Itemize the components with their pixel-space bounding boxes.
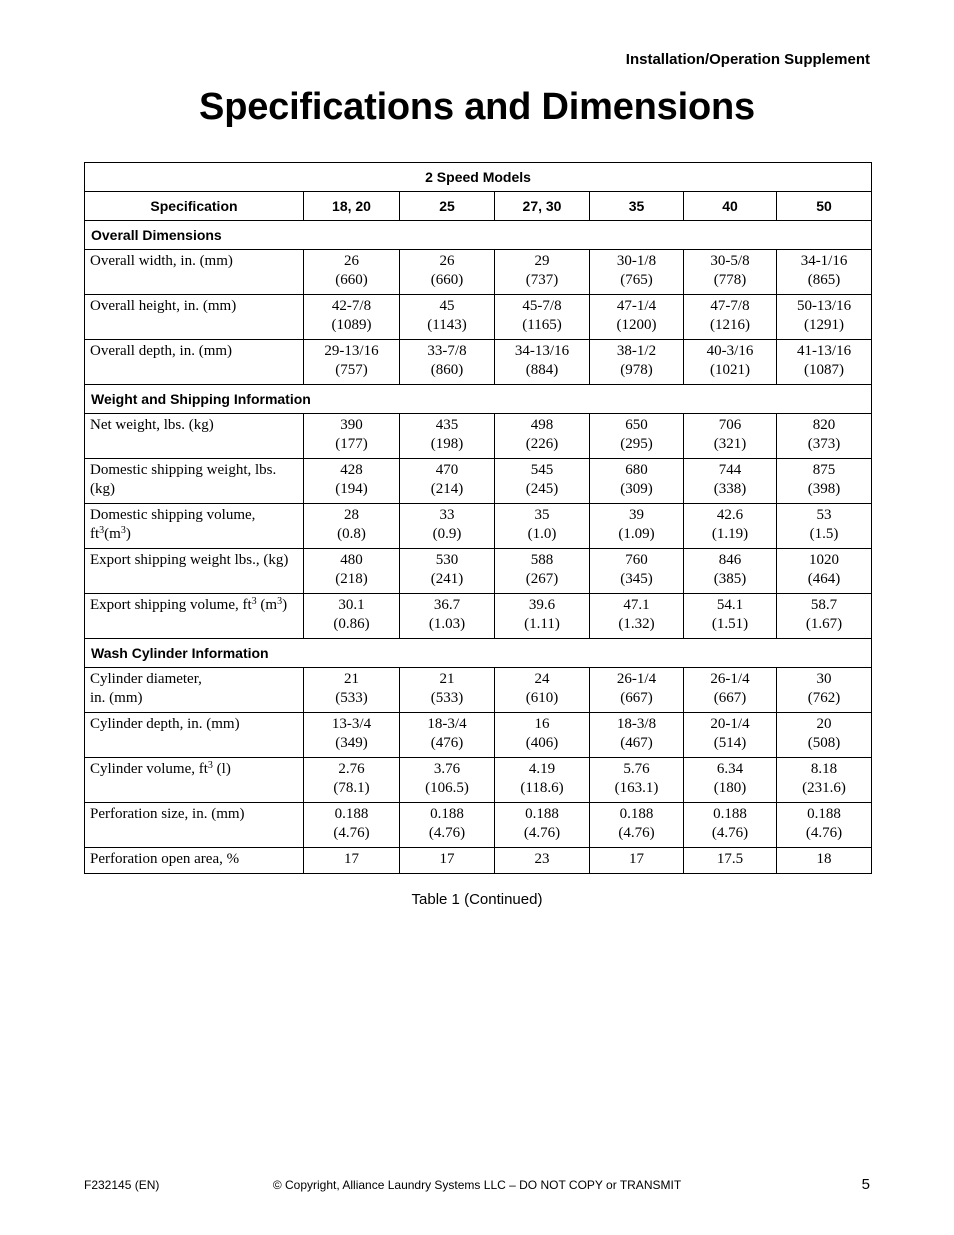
value-primary: 3.76 <box>433 761 461 777</box>
value-cell <box>304 848 400 874</box>
value-cell <box>684 803 777 848</box>
value-metric: (214) <box>430 481 464 497</box>
value-primary: 650 <box>625 417 648 433</box>
value-cell <box>684 504 777 549</box>
value-cell <box>777 295 872 340</box>
value-cell <box>400 668 495 713</box>
value-metric: (4.76) <box>523 825 561 841</box>
value-primary: 17 <box>439 851 455 867</box>
value-cell <box>400 459 495 504</box>
table-row <box>85 295 872 340</box>
page-number: 5 <box>861 1176 870 1193</box>
value-metric: (1.5) <box>809 526 839 542</box>
value-primary: 530 <box>435 552 459 568</box>
table-row <box>85 803 872 848</box>
row-label-text: ) <box>125 526 131 542</box>
value-metric: (1291) <box>804 317 845 333</box>
column-header-model: 27, 30 <box>495 192 590 221</box>
value-primary: 706 <box>718 417 742 433</box>
value-primary: 54.1 <box>716 597 744 613</box>
section-header-row <box>85 639 872 668</box>
value-cell <box>777 803 872 848</box>
row-label: Overall depth, in. (mm) <box>85 340 304 385</box>
value-primary: 16 <box>534 716 550 732</box>
value-cell <box>304 295 400 340</box>
value-metric: (1.51) <box>711 616 749 632</box>
value-metric: (177) <box>335 436 368 452</box>
value-metric: (1.67) <box>805 616 843 632</box>
value-cell <box>684 848 777 874</box>
value-primary: 820 <box>812 417 836 433</box>
value-primary: 5.76 <box>623 761 650 777</box>
value-cell <box>495 803 590 848</box>
value-metric: (106.5) <box>425 780 469 796</box>
value-primary: 47-1/4 <box>616 298 657 314</box>
value-cell <box>400 848 495 874</box>
row-label-text: Export shipping volume, ft <box>90 597 252 613</box>
value-metric: (349) <box>335 735 368 751</box>
value-cell <box>590 250 684 295</box>
value-metric: (1.09) <box>618 526 655 542</box>
value-metric: (464) <box>807 571 841 587</box>
value-metric: (78.1) <box>333 780 370 796</box>
value-metric: (467) <box>620 735 653 751</box>
value-cell <box>400 549 495 594</box>
value-metric: (660) <box>430 272 464 288</box>
value-metric: (667) <box>620 690 653 706</box>
value-cell <box>590 414 684 459</box>
value-primary: 26 <box>439 253 455 269</box>
value-primary: 18-3/8 <box>616 716 657 732</box>
value-primary: 846 <box>718 552 742 568</box>
value-cell <box>684 295 777 340</box>
specifications-table <box>84 162 872 874</box>
column-header-row <box>85 192 872 221</box>
row-label: Perforation size, in. (mm) <box>85 803 304 848</box>
value-primary: 13-3/4 <box>331 716 372 732</box>
value-primary: 0.188 <box>334 806 369 822</box>
value-primary: 1020 <box>809 552 840 568</box>
value-metric: (218) <box>335 571 368 587</box>
value-metric: (4.76) <box>428 825 466 841</box>
value-metric: (267) <box>525 571 559 587</box>
section-header-row <box>85 221 872 250</box>
row-label-line: in. (mm) <box>90 690 143 706</box>
value-primary: 21 <box>439 671 455 687</box>
value-primary: 45 <box>439 298 455 314</box>
value-cell <box>684 594 777 639</box>
value-cell <box>495 340 590 385</box>
footer-copyright: © Copyright, Alliance Laundry Systems LLC – DO NOT COPY or TRANSMIT <box>272 1178 682 1192</box>
row-label <box>85 668 304 713</box>
table-row <box>85 668 872 713</box>
value-cell <box>400 295 495 340</box>
value-metric: (245) <box>525 481 559 497</box>
value-primary: 45-7/8 <box>522 298 562 314</box>
value-primary: 390 <box>340 417 363 433</box>
value-primary: 18-3/4 <box>427 716 467 732</box>
value-primary: 36.7 <box>433 597 461 613</box>
value-primary: 39.6 <box>528 597 556 613</box>
value-metric: (762) <box>807 690 841 706</box>
table-row <box>85 250 872 295</box>
value-primary: 35 <box>534 507 550 523</box>
value-primary: 0.188 <box>807 806 841 822</box>
column-header-model: 50 <box>777 192 872 221</box>
value-cell <box>400 250 495 295</box>
value-cell <box>304 340 400 385</box>
specifications-table-body <box>85 163 872 874</box>
value-primary: 428 <box>340 462 363 478</box>
value-metric: (180) <box>713 780 747 796</box>
value-cell <box>304 713 400 758</box>
value-metric: (0.86) <box>333 616 370 632</box>
value-primary: 17 <box>629 851 644 867</box>
value-primary: 21 <box>344 671 359 687</box>
row-label-text: ) <box>282 597 288 613</box>
value-primary: 498 <box>530 417 554 433</box>
table-row <box>85 414 872 459</box>
value-metric: (778) <box>713 272 747 288</box>
value-metric: (309) <box>620 481 653 497</box>
value-metric: (1.19) <box>711 526 749 542</box>
value-primary: 34-1/16 <box>800 253 848 269</box>
value-primary: 8.18 <box>810 761 838 777</box>
value-metric: (198) <box>430 436 464 452</box>
value-primary: 30 <box>816 671 832 687</box>
value-primary: 47-7/8 <box>710 298 750 314</box>
row-label: Cylinder depth, in. (mm) <box>85 713 304 758</box>
value-cell <box>304 459 400 504</box>
row-label <box>85 758 304 803</box>
value-primary: 744 <box>718 462 742 478</box>
value-cell <box>590 295 684 340</box>
value-metric: (765) <box>620 272 653 288</box>
table-row <box>85 459 872 504</box>
value-metric: (338) <box>713 481 747 497</box>
row-label: Overall width, in. (mm) <box>85 250 304 295</box>
value-cell <box>304 549 400 594</box>
value-cell <box>495 594 590 639</box>
value-primary: 23 <box>534 851 550 867</box>
value-primary: 20 <box>816 716 832 732</box>
value-cell <box>777 594 872 639</box>
value-primary: 24 <box>534 671 550 687</box>
value-primary: 30-1/8 <box>616 253 657 269</box>
value-primary: 53 <box>816 507 832 523</box>
row-label-text: (m <box>256 597 278 613</box>
value-cell <box>304 803 400 848</box>
value-primary: 42.6 <box>716 507 744 523</box>
value-metric: (737) <box>525 272 559 288</box>
value-metric: (1087) <box>804 362 845 378</box>
value-primary: 875 <box>812 462 836 478</box>
column-header-specification: Specification <box>85 192 304 221</box>
value-metric: (610) <box>525 690 559 706</box>
value-metric: (476) <box>430 735 464 751</box>
value-metric: (1.03) <box>428 616 466 632</box>
value-cell <box>684 549 777 594</box>
row-label-text: (l) <box>212 761 231 777</box>
value-cell <box>495 758 590 803</box>
value-cell <box>400 414 495 459</box>
table-caption: Table 1 (Continued) <box>411 891 543 908</box>
page-title: Specifications and Dimensions <box>199 86 755 128</box>
footer-document-id: F232145 (EN) <box>84 1178 160 1192</box>
value-cell <box>495 459 590 504</box>
value-cell <box>495 549 590 594</box>
row-label-line: Cylinder diameter, <box>90 671 202 687</box>
row-label-text: (m <box>104 526 121 542</box>
row-label: Export shipping weight lbs., (kg) <box>85 549 304 594</box>
section-title: Weight and Shipping Information <box>85 385 872 414</box>
value-cell <box>684 758 777 803</box>
value-metric: (514) <box>713 735 747 751</box>
value-primary: 17.5 <box>716 851 744 867</box>
table-row <box>85 713 872 758</box>
value-cell <box>777 504 872 549</box>
value-primary: 0.188 <box>619 806 654 822</box>
value-metric: (1.32) <box>618 616 655 632</box>
value-metric: (406) <box>525 735 559 751</box>
value-cell <box>684 668 777 713</box>
value-metric: (757) <box>335 362 368 378</box>
value-metric: (860) <box>430 362 464 378</box>
superscript: 3 <box>251 596 257 607</box>
value-cell <box>304 414 400 459</box>
value-cell <box>495 250 590 295</box>
value-cell <box>777 549 872 594</box>
value-cell <box>590 758 684 803</box>
value-metric: (295) <box>620 436 653 452</box>
value-primary: 480 <box>340 552 363 568</box>
value-cell <box>495 848 590 874</box>
value-primary: 47.1 <box>623 597 650 613</box>
value-cell <box>590 340 684 385</box>
group-header-row <box>85 163 872 192</box>
value-cell <box>684 713 777 758</box>
value-metric: (1021) <box>710 362 750 378</box>
value-cell <box>590 668 684 713</box>
value-metric: (660) <box>335 272 368 288</box>
value-cell <box>400 504 495 549</box>
value-cell <box>777 340 872 385</box>
value-primary: 760 <box>625 552 648 568</box>
value-cell <box>590 459 684 504</box>
value-metric: (1216) <box>710 317 750 333</box>
value-primary: 28 <box>344 507 359 523</box>
value-cell <box>777 848 872 874</box>
value-metric: (1.0) <box>527 526 557 542</box>
value-primary: 6.34 <box>716 761 744 777</box>
value-cell <box>495 713 590 758</box>
section-title: Overall Dimensions <box>85 221 872 250</box>
value-cell <box>684 250 777 295</box>
value-primary: 33-7/8 <box>427 343 467 359</box>
value-cell <box>684 340 777 385</box>
value-metric: (0.8) <box>337 526 366 542</box>
value-primary: 30-5/8 <box>710 253 750 269</box>
value-cell <box>590 504 684 549</box>
value-primary: 58.7 <box>810 597 838 613</box>
value-cell <box>590 594 684 639</box>
value-primary: 30.1 <box>338 597 365 613</box>
value-metric: (1143) <box>427 317 467 333</box>
value-primary: 41-13/16 <box>796 343 852 359</box>
value-metric: (194) <box>335 481 368 497</box>
value-primary: 40-3/16 <box>706 343 754 359</box>
row-label <box>85 594 304 639</box>
value-cell <box>400 758 495 803</box>
value-metric: (385) <box>713 571 747 587</box>
value-cell <box>777 250 872 295</box>
value-cell <box>495 295 590 340</box>
value-metric: (373) <box>807 436 841 452</box>
table-row <box>85 340 872 385</box>
value-metric: (1.11) <box>524 616 560 632</box>
value-metric: (4.76) <box>711 825 749 841</box>
value-cell <box>590 713 684 758</box>
value-primary: 435 <box>435 417 459 433</box>
value-primary: 18 <box>816 851 832 867</box>
row-label <box>85 504 304 549</box>
value-cell <box>304 250 400 295</box>
value-cell <box>400 594 495 639</box>
value-metric: (978) <box>620 362 653 378</box>
value-primary: 29-13/16 <box>324 343 379 359</box>
value-primary: 0.188 <box>430 806 464 822</box>
value-primary: 680 <box>625 462 648 478</box>
value-primary: 26-1/4 <box>710 671 750 687</box>
column-header-model: 18, 20 <box>304 192 400 221</box>
value-cell <box>590 848 684 874</box>
value-metric: (4.76) <box>805 825 843 841</box>
value-metric: (508) <box>807 735 841 751</box>
value-cell <box>495 504 590 549</box>
value-primary: 2.76 <box>338 761 365 777</box>
table-row <box>85 594 872 639</box>
value-primary: 29 <box>534 253 550 269</box>
superscript: 3 <box>120 525 126 536</box>
value-cell <box>684 414 777 459</box>
value-cell <box>304 504 400 549</box>
table-row <box>85 848 872 874</box>
value-cell <box>304 594 400 639</box>
value-cell <box>777 668 872 713</box>
superscript: 3 <box>207 760 213 771</box>
value-cell <box>590 549 684 594</box>
value-metric: (321) <box>713 436 747 452</box>
row-label: Perforation open area, % <box>85 848 304 874</box>
row-label: Overall height, in. (mm) <box>85 295 304 340</box>
column-header-model: 40 <box>684 192 777 221</box>
value-metric: (865) <box>807 272 841 288</box>
value-cell <box>777 758 872 803</box>
row-label: Net weight, lbs. (kg) <box>85 414 304 459</box>
value-primary: 0.188 <box>525 806 559 822</box>
value-metric: (533) <box>335 690 368 706</box>
value-cell <box>777 713 872 758</box>
value-cell <box>590 803 684 848</box>
value-cell <box>304 758 400 803</box>
value-primary: 0.188 <box>713 806 747 822</box>
value-metric: (118.6) <box>520 780 564 796</box>
value-metric: (884) <box>525 362 559 378</box>
value-metric: (1089) <box>331 317 372 333</box>
value-cell <box>777 459 872 504</box>
group-header: 2 Speed Models <box>85 163 872 192</box>
value-metric: (345) <box>620 571 653 587</box>
value-primary: 39 <box>629 507 644 523</box>
table-row <box>85 549 872 594</box>
value-primary: 4.19 <box>528 761 556 777</box>
superscript: 3 <box>99 525 105 536</box>
column-header-model: 35 <box>590 192 684 221</box>
value-primary: 42-7/8 <box>331 298 372 314</box>
value-cell <box>400 713 495 758</box>
table-row <box>85 504 872 549</box>
value-primary: 34-13/16 <box>514 343 570 359</box>
value-metric: (533) <box>430 690 464 706</box>
row-label: Domestic shipping weight, lbs. (kg) <box>85 459 304 504</box>
section-title: Wash Cylinder Information <box>85 639 872 668</box>
value-primary: 50-13/16 <box>796 298 852 314</box>
value-cell <box>495 414 590 459</box>
value-metric: (0.9) <box>432 526 462 542</box>
value-primary: 33 <box>439 507 455 523</box>
table-row <box>85 758 872 803</box>
row-label-text: Domestic shipping volume, ft <box>90 507 256 542</box>
value-cell <box>304 668 400 713</box>
value-metric: (163.1) <box>614 780 659 796</box>
value-metric: (4.76) <box>618 825 655 841</box>
row-label-text: Cylinder volume, ft <box>90 761 208 777</box>
value-cell <box>684 459 777 504</box>
column-header-model: 25 <box>400 192 495 221</box>
value-primary: 26 <box>344 253 359 269</box>
section-header-row <box>85 385 872 414</box>
value-primary: 588 <box>530 552 554 568</box>
value-metric: (4.76) <box>333 825 370 841</box>
value-cell <box>777 414 872 459</box>
value-cell <box>400 803 495 848</box>
value-metric: (1200) <box>616 317 657 333</box>
value-primary: 20-1/4 <box>710 716 750 732</box>
value-metric: (398) <box>807 481 841 497</box>
value-metric: (1165) <box>522 317 562 333</box>
value-primary: 470 <box>435 462 459 478</box>
value-primary: 38-1/2 <box>616 343 657 359</box>
value-metric: (241) <box>430 571 464 587</box>
value-metric: (226) <box>525 436 559 452</box>
running-header: Installation/Operation Supplement <box>625 51 870 68</box>
value-primary: 545 <box>530 462 554 478</box>
value-cell <box>400 340 495 385</box>
value-metric: (667) <box>713 690 747 706</box>
value-cell <box>495 668 590 713</box>
value-metric: (231.6) <box>802 780 846 796</box>
superscript: 3 <box>277 596 283 607</box>
value-primary: 26-1/4 <box>616 671 657 687</box>
value-primary: 17 <box>344 851 359 867</box>
